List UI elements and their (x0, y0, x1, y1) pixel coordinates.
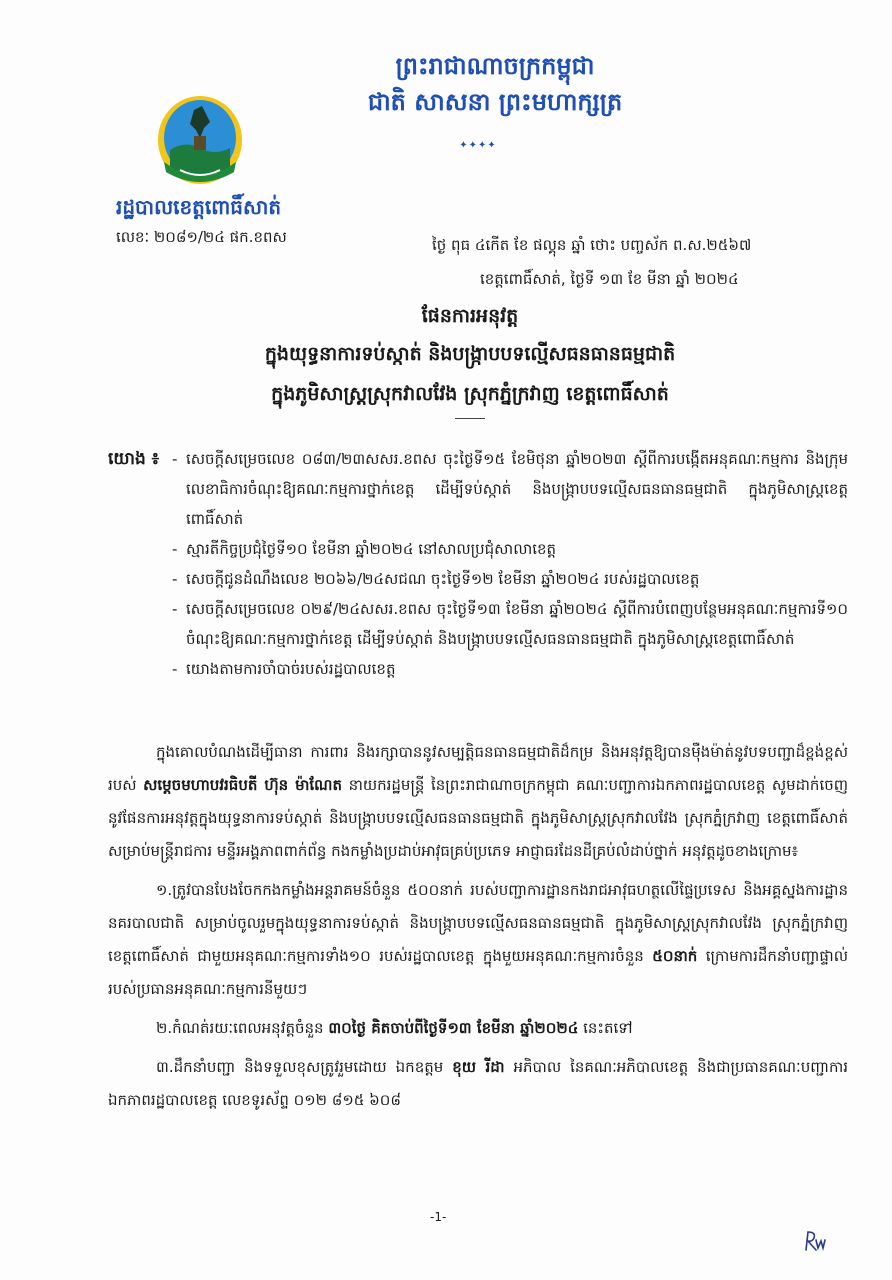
lunar-date: ថ្ងៃ ពុធ ៤កើត ខែ ផល្គុន ឆ្នាំ ថោះ បញ្ចស័ក ព.ស.២៥៦៧ (432, 236, 752, 254)
plan-item-1 (108, 874, 848, 1006)
title-main: ផែនការអនុវត្ត (421, 305, 519, 327)
item-1-text: ១.ត្រូវបានបែងចែកកងកម្លាំងអន្តរាគមន៍ចំនួន ៥០០នាក់ របស់បញ្ជាការដ្ឋានកងរាជអាវុធហត្ថលើផ្ទៃប្រទេស និងអគ្គស្នងការដ្ឋាននគរបាលជាតិ សម្រាប់ចូលរួមក្នុងយុទ្ធនាការទប់ស្កាត់ និងបង្ក្រាបបទល្មើសធនធានធម្មជាតិ ក្នុងភូមិសាស្ត្រស្រុកវាលវែង ស្រុកភ្នំក្រវាញ ខេត្តពោធិ៍សាត់ ជាមួយអនុគណៈកម្មការទាំង១០ របស់រដ្ឋបាលខេត្ត ក្នុងមួយអនុគណៈកម្មការចំនួន (108, 881, 848, 965)
title-divider (455, 418, 485, 419)
item-3-text-continued: អភិបាល នៃគណៈអភិបាលខេត្ត និងជាប្រធានគណៈបញ្ជាការឯកភាពរដ្ឋបាលខេត្ត លេខទូរស័ព្ទ ០១២ ៨១៥ ៦០៨ (108, 1058, 849, 1109)
solar-date: ខេត្តពោធិ៍សាត់, ថ្ងៃទី ១៣ ខែ មីនា ឆ្នាំ ២០២៤ (480, 270, 739, 288)
item-2-text: ២.កំណត់រយៈពេលអនុវត្តចំនួន (156, 1019, 329, 1037)
plan-item-2 (108, 1012, 848, 1045)
item-1-count: ៥០នាក់ (652, 947, 698, 965)
kingdom-name: ព្រះរាជាណាចក្រកម្ពុជា (395, 52, 595, 80)
intro-paragraph (108, 736, 848, 868)
references-section (108, 444, 848, 684)
reference-item: - យោងតាមការចាំបាច់របស់រដ្ឋបាលខេត្ត (172, 654, 848, 684)
document-title (120, 298, 820, 419)
item-2-text-continued: នេះតទៅ (578, 1019, 633, 1037)
title-line-2: ក្នុងភូមិសាស្ត្រស្រុកវាលវែង ស្រុកភ្នំក្រវាញ ខេត្តពោធិ៍សាត់ (271, 383, 669, 405)
header-ornament: ✦✦✦✦ (459, 140, 497, 151)
intro-text-continued: នាយករដ្ឋមន្ត្រី នៃព្រះរាជាណាចក្រកម្ពុជា គណៈបញ្ជាការឯកភាពរដ្ឋបាលខេត្ត សូមដាក់ចេញនូវផែនការអនុវត្តក្នុងយុទ្ធនាការទប់ស្កាត់ និងបង្ក្រាបបទល្មើសធនធានធម្មជាតិ ក្នុងភូមិសាស្ត្រស្រុកវាលវែង ស្រុកភ្នំក្រវាញ ខេត្តពោធិ៍សាត់ សម្រាប់មន្ត្រីរាជការ មន្ទីរអង្គភាពពាក់ព័ន្ធ កងកម្លាំងប្រដាប់អាវុធគ្រប់ប្រភេទ អាជ្ញាធរដែនដីគ្រប់លំដាប់ថ្នាក់ អនុវត្តដូចខាងក្រោម៖ (108, 776, 849, 860)
reference-item: - សេចក្ដីជូនដំណឹងលេខ ២០៦៦/២៤សជណ ចុះថ្ងៃទី១២ ខែមីនា ឆ្នាំ២០២៤ របស់រដ្ឋបាលខេត្ត (172, 564, 848, 594)
intro-text: ក្នុងគោលបំណងដើម្បីធានា ការពារ និងរក្សាបាននូវសម្បត្តិធនធានធម្មជាតិដ៏កម្រ និងអនុវត្តឱ្យបានម៉ឺងម៉ាត់នូវបទបញ្ជាដ៏ខ្ពង់ខ្ពស់របស់ (108, 743, 848, 794)
body-section (108, 736, 848, 1117)
reference-number: លេខៈ ២០៨១/២៤ ផក.ខពស (116, 228, 287, 246)
handwritten-initials-icon (802, 1228, 828, 1254)
reference-item: - ស្មារតីកិច្ចប្រជុំថ្ងៃទី១០ ខែមីនា ឆ្នាំ២០២៤ នៅសាលប្រជុំសាលាខេត្ត (172, 534, 848, 564)
references-label: យោង ៖ (108, 449, 160, 469)
item-2-duration: ៣០ថ្ងៃ គិតចាប់ពីថ្ងៃទី១៣ ខែមីនា ឆ្នាំ២០២៤ (328, 1019, 579, 1037)
prime-minister-name: សម្ដេចមហាបវរធិបតី ហ៊ុន ម៉ាណែត (143, 776, 343, 794)
provincial-emblem-icon (150, 88, 250, 188)
title-line-1: ក្នុងយុទ្ធនាការទប់ស្កាត់ និងបង្ក្រាបបទល្មើសធនធានធម្មជាតិ (264, 343, 676, 365)
reference-item: - សេចក្ដីសម្រេចលេខ ០៨៣/២៣សសរ.ខពស ចុះថ្ងៃទី១៥ ខែមិថុនា ឆ្នាំ២០២៣ ស្ដីពីការបង្កើតអនុគណៈកម្មការ និងក្រុមលេខាធិការចំណុះឱ្យគណៈកម្មការថ្នាក់ខេត្ត ដើម្បីទប់ស្កាត់ និងបង្ក្រាបបទល្មើសធនធានធម្មជាតិ ក្នុងភូមិសាស្ត្រខេត្តពោធិ៍សាត់ (172, 444, 848, 534)
office-name: រដ្ឋបាលខេត្តពោធិ៍សាត់ (116, 195, 282, 219)
plan-item-3 (108, 1051, 848, 1117)
item-3-text: ៣.ដឹកនាំបញ្ជា និងទទួលខុសត្រូវរួមដោយ ឯកឧត្តម (156, 1058, 453, 1076)
reference-item: - សេចក្ដីសម្រេចលេខ ០២៩/២៤សសរ.ខពស ចុះថ្ងៃទី១៣ ខែមីនា ឆ្នាំ២០២៤ ស្ដីពីការបំពេញបន្ថែមអនុគណៈកម្មការទី១០ ចំណុះឱ្យគណៈកម្មការថ្នាក់ខេត្ត ដើម្បីទប់ស្កាត់ និងបង្ក្រាបបទល្មើសធនធានធម្មជាតិ ក្នុងភូមិសាស្ត្រខេត្តពោធិ៍សាត់ (172, 594, 848, 654)
governor-name: ខុយ រីដា (452, 1058, 505, 1076)
national-motto: ជាតិ សាសនា ព្រះមហាក្សត្រ (367, 88, 623, 116)
item-1-text-continued: ក្រោមការដឹកនាំបញ្ជាផ្ទាល់របស់ប្រធានអនុគណៈកម្មការនីមួយៗ (108, 947, 848, 998)
references-list (108, 444, 848, 684)
kingdom-header (330, 48, 660, 120)
page-number: -1- (430, 1210, 447, 1224)
